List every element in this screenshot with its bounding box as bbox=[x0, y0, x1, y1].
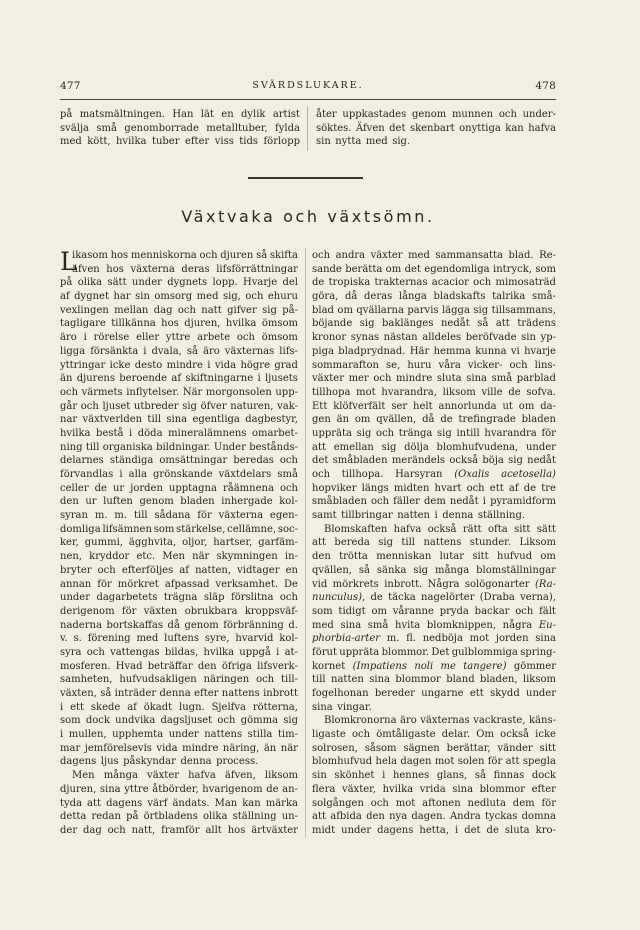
text-line: äfven hos växterna deras lifsförrättningar bbox=[72, 263, 298, 275]
text-line: detta redan på örtbladens olika ställning un- bbox=[60, 811, 298, 823]
text-line: nar växtverlden till sina egentliga dagbestyr, bbox=[60, 414, 298, 426]
text-line: nunculus), de täcka nagelörter (Draba verna), bbox=[312, 592, 556, 604]
text-line: den ur luften genom bladen inhergade kol- bbox=[60, 496, 298, 508]
text-line: phorbia-arter m. fl. nedböja mot jorden sina bbox=[312, 633, 556, 645]
text-line: att afbida den nya dagen. Andra tyckas domna bbox=[312, 811, 556, 823]
column-divider bbox=[307, 106, 308, 151]
text-line: växten, så inträder denna efter nattens inbrott bbox=[60, 688, 298, 699]
section-ornament-rule bbox=[248, 177, 363, 180]
text-line: svälja små genomborrade metalltuber, fylda bbox=[60, 122, 300, 134]
text-line: der dag och natt, framför allt hos ärtväxter bbox=[60, 824, 298, 836]
text-line: på olika sätt under dygnets lopp. Hvarje del bbox=[60, 277, 298, 289]
text-line: naderna bortskaffas då genom förbränning d. bbox=[60, 619, 298, 631]
text-line: Blomskaften hafva också rätt ofta sitt sätt bbox=[324, 523, 556, 535]
text-line: sande berätta om det egendomliga intryck, som bbox=[312, 263, 556, 275]
text-line: djuren, sina yttre åtbörder, hvarigenom de an- bbox=[60, 783, 298, 795]
text-line: att emellan sig dölja blomhufvudena, under bbox=[312, 441, 556, 453]
top-left-column bbox=[60, 108, 300, 149]
text-line: flera växter, hvilka vrida sina blommor efter bbox=[312, 783, 556, 795]
column-divider bbox=[305, 248, 306, 838]
header-rule bbox=[60, 99, 556, 100]
text-line: samt tillbringar natten i denna ställning. bbox=[312, 510, 526, 522]
text-line: göra, då deras långa bladskafts talrika små- bbox=[312, 291, 556, 303]
text-line: med sina små hvita blomknippen, några Eu- bbox=[312, 619, 556, 631]
text-line: kornet (Impatiens noli me tangere) gömmer bbox=[312, 660, 556, 672]
text-line: domliga lifsämnen som stärkelse, cellämne, soc- bbox=[60, 523, 298, 535]
text-line: uppräta sig och tränga sig intill hvarandra för bbox=[312, 427, 556, 439]
text-line: hopviker längs midten hvart och ett af de tre bbox=[312, 482, 556, 494]
text-line: den trötta menniskan lutar sitt hufvud om bbox=[312, 551, 556, 563]
text-line: ker, gummi, ägghvita, oljor, hartser, garfäm- bbox=[60, 537, 298, 549]
text-line: det småbladen merändels också böja sig nedåt bbox=[312, 455, 556, 467]
text-line: af dygnet har sin omsorg med sig, och ehuru bbox=[60, 291, 298, 303]
text-line: på matsmältningen. Han lät en dylik artist bbox=[60, 109, 300, 120]
text-line: tyda att dagens värf ändats. Man kan märka bbox=[60, 797, 298, 809]
text-line: v. s. förening med luftens syre, hvarvid kol- bbox=[60, 633, 298, 645]
text-line: solgången och mot aftonen nedluta dem för bbox=[312, 797, 556, 809]
text-line: derigenom för växten obrukbara kroppsväf- bbox=[60, 605, 298, 617]
text-line: Ett klöfverfält ser helt annorlunda ut om da- bbox=[312, 400, 556, 412]
text-line: med kött, hvilka tuber efter viss tids förlopp bbox=[60, 136, 300, 148]
text-line: fogelhonan bereder ungarne ett skydd under bbox=[312, 688, 556, 699]
text-line: ning till organiska bildningar. Under bestånds- bbox=[60, 441, 298, 453]
text-line: yttringar icke desto mindre i vida högre grad bbox=[60, 359, 298, 371]
text-line: blomhufvud hela dagen mot solen för att spegla bbox=[312, 756, 556, 768]
text-line: ligga försänkta i dvala, så äro växternas lifs- bbox=[60, 345, 298, 357]
text-line: går och ljuset utbreder sig öfver naturen, vak- bbox=[60, 400, 298, 412]
text-line: syra och vattengas bildas, hvilka uppgå i at- bbox=[60, 646, 298, 658]
text-line: som tidigt om våranne pryda backar och fält bbox=[312, 605, 556, 617]
text-line: tagligare tillkänna hos djuren, hvilka ömsom bbox=[60, 318, 298, 330]
text-line: tillhopa mot hvarandra, liksom ville de sofva. bbox=[312, 386, 556, 398]
text-line: till natten sina blommor bland bladen, liksom bbox=[312, 674, 556, 686]
page-number-right: 478 bbox=[535, 80, 556, 92]
text-line: under dagarbetets trägna släp förslitna och bbox=[60, 592, 298, 604]
text-line: förut uppräta blommor. Det gulblommiga spring- bbox=[312, 646, 556, 658]
text-line: sin skönhet i hennes glans, så finnas dock bbox=[312, 770, 556, 782]
text-line: mosferen. Hvad beträffar den öfriga lifsverk- bbox=[60, 660, 298, 672]
text-line: samheten, hufvudsakligen näringen och till- bbox=[60, 674, 298, 686]
text-line: midt under dagens hetta, i det de sluta kro- bbox=[312, 824, 556, 836]
text-line: förvandlas i alla grönskande växtdelars små bbox=[60, 469, 298, 480]
text-line: än djurens beroende af skiftningarne i ljusets bbox=[60, 373, 298, 385]
text-line: småbladen och fäller dem nedåt i pyramidform bbox=[312, 496, 556, 508]
text-line: åter uppkastades genom munnen och under- bbox=[316, 109, 556, 120]
running-title: SVÄRDSLUKARE. bbox=[252, 80, 364, 91]
article-left-column bbox=[60, 249, 298, 838]
text-line: mar jemförelsevis vida mindre näring, än när bbox=[60, 742, 298, 754]
text-line: Men många växter hafva äfven, liksom bbox=[72, 770, 298, 782]
page-number-left: 477 bbox=[60, 80, 81, 92]
text-line: vid mörkrets inbrott. Några solögonarter (Ra- bbox=[312, 578, 556, 590]
text-line: L ikasom hos menniskorna och djuren så skifta bbox=[60, 247, 298, 276]
text-line: växter mer och mindre sluta sina små parblad bbox=[312, 373, 556, 385]
text-line: att bereda sig till nattens stunder. Liksom bbox=[312, 537, 556, 549]
text-line: nen, kryddor etc. Men när skymningen in- bbox=[60, 551, 298, 563]
text-line: kronor synas nästan alldeles beröfvade sin yp- bbox=[312, 332, 556, 344]
top-right-column bbox=[316, 108, 556, 149]
text-line: sin nytta med sig. bbox=[316, 136, 411, 148]
text-line: syran m. m. till sådana för växterna egen- bbox=[60, 510, 298, 522]
text-line: de tropiska trakternas acacior och mimosaträd bbox=[312, 277, 556, 289]
text-line: äro i rörelse eller yttre arbete och ömsom bbox=[60, 332, 298, 344]
text-line: och värmets inflytelser. När morgonsolen upp- bbox=[60, 386, 298, 398]
text-line: och andra växter med sammansatta blad. Re- bbox=[312, 250, 556, 261]
text-line: annan för mörkret afpassad verksamhet. De bbox=[60, 578, 298, 590]
drop-cap: L bbox=[60, 247, 77, 276]
text-line: sina vingar. bbox=[312, 701, 372, 713]
text-line: i ett skede af ökadt lugn. Sjelfva rötterna, bbox=[60, 701, 298, 713]
text-line: qvällen, så sänka sig många blomställningar bbox=[312, 564, 556, 576]
text-line: i mullen, upphemta under nattens stilla tim- bbox=[60, 729, 298, 741]
text-line: solrosen, såsom sägnen berättar, vänder sitt bbox=[312, 742, 556, 754]
text-line: Blomkronorna äro växternas vackraste, käns- bbox=[324, 715, 556, 727]
text-line: blad om qvällarna parvis lägga sig tillsammans, bbox=[312, 304, 556, 316]
article-right-column bbox=[312, 249, 556, 838]
text-line: vexlingen mellan dag och natt gifver sig på- bbox=[60, 304, 298, 316]
text-line: som dock undvika dagsljuset och gömma sig bbox=[60, 715, 298, 727]
text-line: delarnes ständiga omsättningar beredas och bbox=[60, 455, 298, 467]
ornament-bar bbox=[248, 177, 363, 179]
text-line: söktes. Äfven det skenbart onyttiga kan hafva bbox=[316, 122, 556, 134]
text-line: gen än om qvällen, då de trefingrade bladen bbox=[312, 414, 556, 426]
text-line: och tillhopa. Harsyran (Oxalis acetosella) bbox=[312, 469, 556, 480]
text-line: sommarafton se, huru våra vicker- och lins- bbox=[312, 359, 556, 371]
text-line: hvilka bestå i döda mineralämnens omarbet- bbox=[60, 427, 298, 439]
text-line: piga bladprydnad. Här hemma kunna vi hvarje bbox=[312, 345, 556, 357]
article-title: Växtvaka och växtsömn. bbox=[181, 207, 435, 226]
running-head bbox=[60, 80, 556, 94]
text-line: dagens ljus påskyndar denna process. bbox=[60, 756, 259, 768]
text-line: böjande sig baklänges nedåt så att trädens bbox=[312, 318, 556, 330]
text-line: celler de ur jorden upptagna råämnena och bbox=[60, 482, 298, 494]
text-line: bryter och efterföljes af natten, vidtager en bbox=[60, 564, 298, 576]
text-line: ligaste och ömtåligaste delar. Om också icke bbox=[312, 729, 556, 741]
